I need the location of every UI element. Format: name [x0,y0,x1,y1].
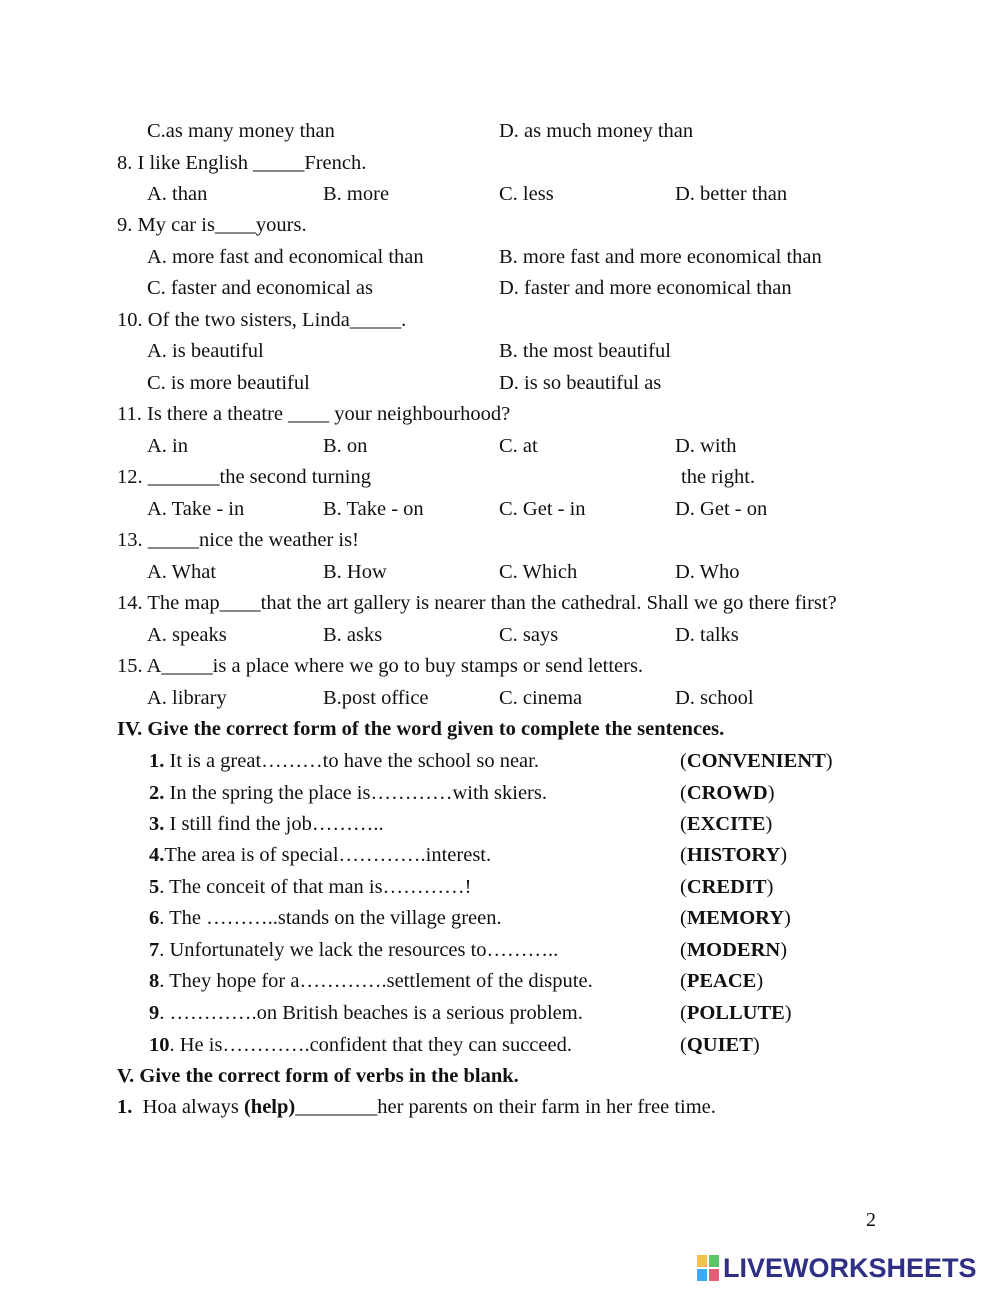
cue-word: HISTORY [686,844,781,866]
word-form-cue: (POLLUTE) [680,1002,792,1024]
word-form-item [149,874,471,900]
q14-option-c: C. says [499,624,559,646]
q8-option-d: D. better than [675,183,788,205]
section-5-heading: V. Give the correct form of verbs in the blank. [117,1065,519,1087]
item-number: 10 [149,1034,170,1056]
item-number: 4. [149,844,165,866]
item-sentence: In the spring the place is…………with skiers. [164,782,547,804]
q13-option-b: B. How [323,561,387,583]
q11-option-c: C. at [499,435,538,457]
word-form-cue: (MODERN) [680,939,788,961]
cue-word: QUIET [686,1034,753,1056]
word-form-cue: (PEACE) [680,970,764,992]
q12-stem-end: the right. [681,466,756,488]
q12-option-a: A. Take - in [147,498,245,520]
liveworksheets-footer [697,1250,977,1286]
q7-option-d: D. as much money than [499,120,694,142]
word-form-cue: (HISTORY) [680,844,788,866]
q12-option-b: B. Take - on [323,498,424,520]
q7-option-c: C.as many money than [147,120,335,142]
q9-option-c: C. faster and economical as [147,277,373,299]
word-form-item [149,937,558,963]
section-4-heading: IV. Give the correct form of the word given to complete the sentences. [117,718,725,740]
q10-option-a: A. is beautiful [147,340,264,362]
item-number: 2. [149,782,165,804]
cue-word: MODERN [686,939,781,961]
q9-stem: 9. My car is____yours. [117,214,307,236]
q10-stem: 10. Of the two sisters, Linda_____. [117,309,407,331]
item-sentence-end: ________her parents on their farm in her free time. [295,1096,716,1118]
cue-word: CROWD [686,782,768,804]
q15-option-c: C. cinema [499,687,583,709]
item-number: 6 [149,907,160,929]
word-form-item [149,811,384,837]
page-number: 2 [866,1209,876,1231]
q15-option-a: A. library [147,687,227,709]
item-sentence: . He is………….confident that they can succeed. [169,1034,572,1056]
item-sentence: . They hope for a………….settlement of the dispute. [159,970,593,992]
q8-stem: 8. I like English _____French. [117,152,367,174]
word-form-cue: (CROWD) [680,782,775,804]
item-number: 5 [149,876,160,898]
item-sentence: . Unfortunately we lack the resources to……….. [159,939,559,961]
q14-stem: 14. The map____that the art gallery is nearer than the cathedral. Shall we go there first? [117,592,837,614]
liveworksheets-logo-icon [697,1255,719,1281]
q10-option-b: B. the most beautiful [499,340,671,362]
q12-stem: 12. _______the second turning [117,466,371,488]
item-sentence-start: Hoa always [132,1096,244,1118]
item-number: 7 [149,939,160,961]
cue-word: EXCITE [686,813,766,835]
q14-option-b: B. asks [323,624,383,646]
q15-option-d: D. school [675,687,754,709]
q9-option-b: B. more fast and more economical than [499,246,822,268]
word-form-item [149,968,593,994]
q11-stem: 11. Is there a theatre ____ your neighbourhood? [117,403,511,425]
item-number: 1. [149,750,165,772]
item-sentence: I still find the job……….. [164,813,384,835]
word-form-item [149,905,502,931]
q12-option-c: C. Get - in [499,498,586,520]
q15-option-b: B.post office [323,687,429,709]
q10-option-c: C. is more beautiful [147,372,310,394]
cue-word: MEMORY [686,907,785,929]
q11-option-b: B. on [323,435,368,457]
item-sentence: . The conceit of that man is…………! [159,876,472,898]
q15-stem: 15. A_____is a place where we go to buy stamps or send letters. [117,655,644,677]
cue-word: POLLUTE [686,1002,785,1024]
q11-option-a: A. in [147,435,188,457]
word-form-cue: (EXCITE) [680,813,773,835]
q9-option-d: D. faster and more economical than [499,277,792,299]
word-form-item [149,842,491,868]
q8-option-a: A. than [147,183,208,205]
q13-option-c: C. Which [499,561,578,583]
q13-stem: 13. _____nice the weather is! [117,529,359,551]
q13-option-a: A. What [147,561,217,583]
item-sentence: It is a great………to have the school so near. [164,750,539,772]
word-form-item [149,780,547,806]
verb-cue: (help) [243,1096,296,1118]
word-form-item [149,1032,572,1058]
word-form-cue: (CONVENIENT) [680,750,833,772]
q9-option-a: A. more fast and economical than [147,246,424,268]
cue-word: CREDIT [686,876,767,898]
q13-option-d: D. Who [675,561,740,583]
q11-option-d: D. with [675,435,737,457]
item-number: 8 [149,970,160,992]
cue-word: CONVENIENT [686,750,826,772]
q8-option-b: B. more [323,183,390,205]
q10-option-d: D. is so beautiful as [499,372,662,394]
item-sentence: . ………….on British beaches is a serious problem. [159,1002,583,1024]
cue-word: PEACE [686,970,757,992]
item-sentence: . The ………..stands on the village green. [159,907,502,929]
word-form-item [149,1000,583,1026]
q14-option-a: A. speaks [147,624,227,646]
item-sentence: The area is of special………….interest. [164,844,492,866]
item-number: 9 [149,1002,160,1024]
item-number: 1. [117,1096,133,1118]
item-number: 3. [149,813,165,835]
word-form-item [149,748,539,774]
q12-option-d: D. Get - on [675,498,768,520]
verb-form-item [117,1094,716,1120]
q8-option-c: C. less [499,183,554,205]
word-form-cue: (CREDIT) [680,876,774,898]
liveworksheets-wordmark: LIVEWORKSHEETS [723,1252,977,1283]
q14-option-d: D. talks [675,624,739,646]
word-form-cue: (QUIET) [680,1034,760,1056]
word-form-cue: (MEMORY) [680,907,791,929]
